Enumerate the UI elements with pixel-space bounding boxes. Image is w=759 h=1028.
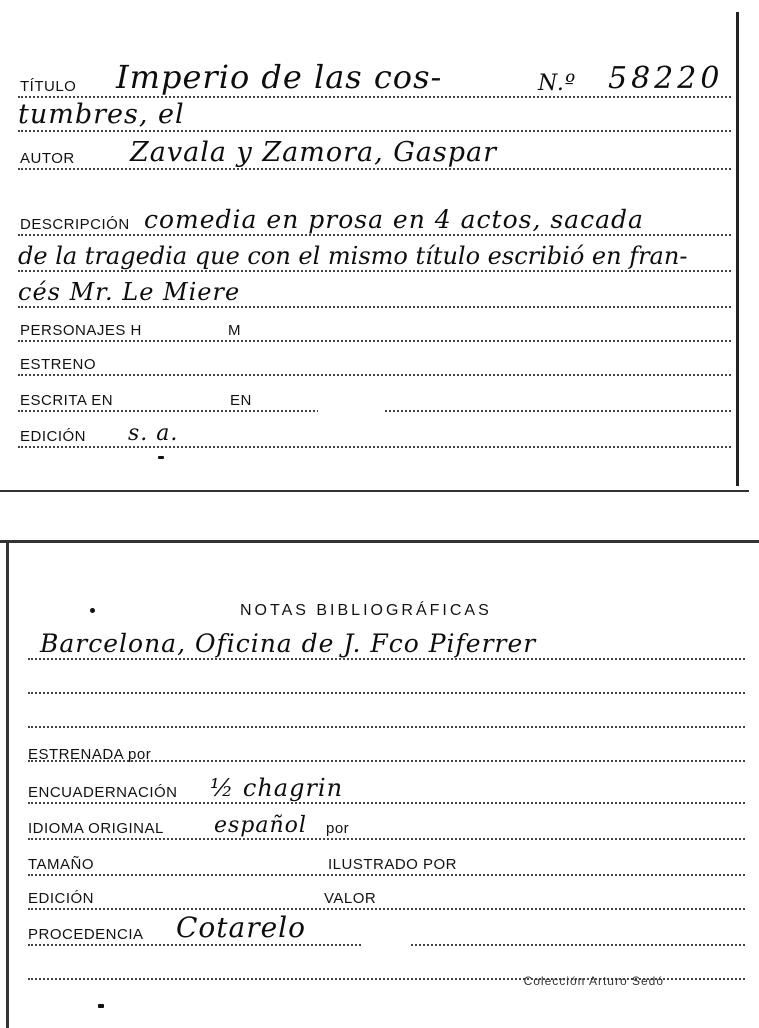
idioma-value: español [214, 813, 307, 838]
edicion-value: s. a. [128, 421, 179, 446]
card-edge [736, 12, 739, 486]
estreno-row [18, 340, 731, 376]
notas-row-3 [28, 692, 745, 728]
idioma-label: IDIOMA ORIGINAL [28, 820, 164, 837]
descripcion-row [18, 200, 731, 236]
catalog-card-front [0, 0, 759, 500]
descripcion-label: DESCRIPCIÓN [20, 216, 130, 233]
notas-row-2 [28, 658, 745, 694]
idioma-row [28, 804, 745, 840]
autor-label: AUTOR [20, 150, 75, 167]
collection-footer: Colección Arturo Sedó [523, 974, 664, 988]
procedencia-value: Cotarelo [176, 911, 306, 944]
catalog-card-back [0, 540, 759, 1028]
ink-mark [98, 1004, 104, 1008]
notas-row-1 [28, 624, 745, 660]
ink-dot [90, 608, 95, 613]
estrenada-row [28, 730, 745, 766]
card-edge-left [6, 542, 9, 1028]
m-label: M [228, 322, 241, 339]
card-edge-top [0, 540, 759, 543]
card-separator [0, 490, 749, 492]
titulo-value: Imperio de las cos- [116, 58, 443, 96]
personajes-label: PERSONAJES H [20, 322, 142, 339]
autor-row [18, 134, 731, 170]
estreno-label: ESTRENO [20, 356, 97, 373]
edicion2-label: EDICIÓN [28, 890, 95, 907]
titulo-cont: tumbres, el [18, 99, 185, 130]
escrita-label: ESCRITA EN [20, 392, 114, 409]
autor-value: Zavala y Zamora, Gaspar [130, 137, 498, 168]
number-prefix: N.º [538, 71, 577, 96]
edicion-label: EDICIÓN [20, 428, 87, 445]
encuadernacion-row [28, 768, 745, 804]
idioma-por: por [326, 820, 350, 837]
catalog-number: 58220 [608, 61, 724, 96]
ilustrado-label: ILUSTRADO POR [328, 856, 458, 873]
estrenada-label: ESTRENADA por [28, 746, 152, 763]
ink-blot [362, 920, 410, 972]
notas-line-1: Barcelona, Oficina de J. Fco Piferrer [40, 629, 537, 658]
titulo-label: TÍTULO [20, 78, 77, 95]
tamano-row [28, 840, 745, 876]
encuadernacion-value: ½ chagrin [210, 774, 344, 802]
titulo-cont-row [18, 96, 731, 132]
personajes-row [18, 306, 731, 342]
en-label: EN [230, 392, 252, 409]
descripcion-row-2 [18, 236, 731, 272]
tamano-label: TAMAÑO [28, 856, 95, 873]
valor-label: VALOR [324, 890, 377, 907]
encuadernacion-label: ENCUADERNACIÓN [28, 784, 178, 801]
descripcion-line-3: cés Mr. Le Miere [18, 278, 241, 306]
procedencia-label: PROCEDENCIA [28, 926, 144, 943]
notas-heading: NOTAS BIBLIOGRÁFICAS [240, 602, 492, 619]
descripcion-line-2: de la tragedia que con el mismo título escribió en fran- [18, 242, 688, 270]
titulo-row [18, 58, 731, 98]
ink-mark [158, 456, 164, 459]
ink-blot [318, 385, 384, 441]
descripcion-row-3 [18, 272, 731, 308]
descripcion-line-1: comedia en prosa en 4 actos, sacada [144, 205, 644, 234]
edicion2-row [28, 874, 745, 910]
